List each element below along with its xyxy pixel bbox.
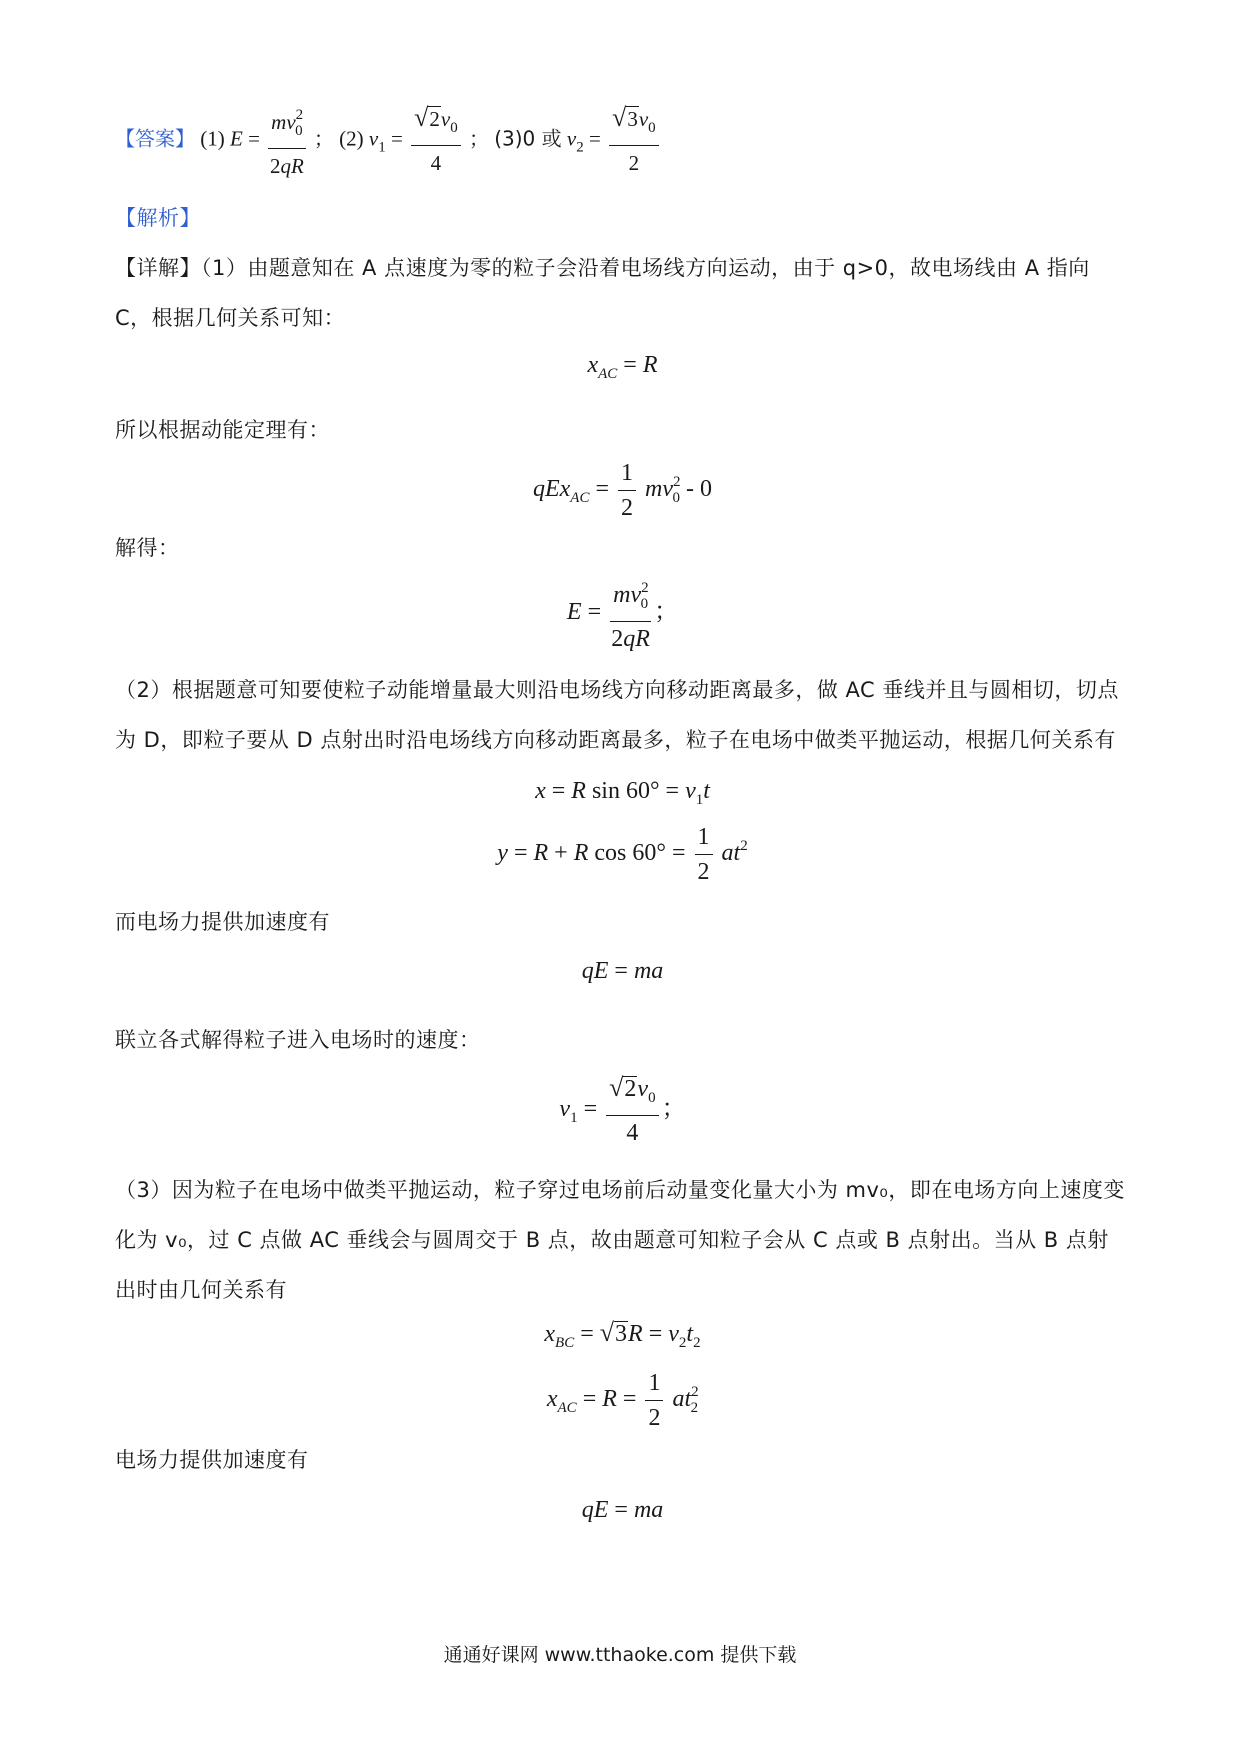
equation-energy: qEx$_{AC}$ = $\frac{1}{2}$ $mv^2_0 - 0$: [532, 460, 712, 521]
footer-source: 通通好课网 www.tthaoke.com 提供下载: [443, 1644, 797, 1666]
paragraph-8: 电场力提供加速度有: [115, 1448, 309, 1472]
answer-sep1: ；: [313, 126, 334, 151]
paragraph-6: 联立各式解得粒子进入电场时的速度：: [115, 1028, 481, 1052]
equation-e: E = $\frac{mv^2_0}{2qR}$ ；: [115, 573, 1130, 654]
paragraph-4: （2）根据题意可知要使粒子动能增量最大则沿电场线方向移动距离最多，做 AC 垂线并且与圆相切，切点为 D，即粒子要从 D 点射出时沿电场线方向移动距离最多，粒子在电场中做类平抛运动，根据几何关系有: [115, 678, 1119, 752]
equation-xbc: $x_{BC} = √3R = v_2t_2$: [544, 1318, 701, 1351]
answer-sep2: ；: [468, 126, 489, 151]
answer-part2-label: (2): [339, 126, 364, 151]
equation-v1: $v_1$ = $\frac{√2v_0}{4}$ ；: [559, 1073, 686, 1146]
equation-x: x = R $\sin 60^\circ = v_1t$: [535, 778, 710, 808]
answer-line: 【答案】 (1) E = $\frac{mv^2_0}{2qR}$ ； (2) $v_1$ = $\frac{√2v_0}{4}$ ； (3)0 或 $v_2$ = $\frac{√3v_0}{2}$: [115, 100, 1130, 181]
answer-part1-label: (1): [200, 126, 225, 151]
paragraph-7: （3）因为粒子在电场中做类平抛运动，粒子穿过电场前后动量变化量大小为 mv₀，即在电场方向上速度变化为 v₀，过 C 点做 AC 垂线会与圆周交于 B 点，故由题意可知粒子会从 C 点或 B 点射出。当从 B 点射出时由几何关系有: [115, 1178, 1125, 1302]
answer-eq3: $\frac{√3v_0}{2}$: [609, 103, 659, 178]
equation-qe-ma-1: qE = ma: [581, 958, 664, 984]
answer-eq2: $\frac{√2v_0}{4}$: [411, 103, 461, 178]
paragraph-1-text: （1）由题意知在 A 点速度为零的粒子会沿着电场线方向运动，由于 q>0，故电场线由 A 指向 C，根据几何关系可知：: [115, 256, 1090, 330]
equation-qe-ma-2: qE = ma: [581, 1497, 664, 1523]
answer-part3-label: (3)0 或: [494, 126, 562, 151]
paragraph-3: 解得：: [115, 536, 180, 560]
equation-xac: $x_{AC} = R$: [587, 352, 658, 382]
equation-y: y = R + R cos 60° = $\frac{1}{2}$ $at^2$: [497, 824, 748, 885]
analysis-label: 【解析】: [115, 206, 201, 230]
answer-label: 【答案】: [115, 126, 195, 151]
detail-label: 【详解】: [115, 256, 201, 280]
paragraph-2: 所以根据动能定理有：: [115, 418, 330, 442]
equation-xac-2: $x_{AC} = R$ = $\frac{1}{2}$ $at^2_2$: [546, 1370, 699, 1431]
paragraph-1: [115, 243, 1130, 343]
paragraph-5: 而电场力提供加速度有: [115, 910, 330, 934]
answer-eq1: $\frac{mv^2_0}{2qR}$: [268, 100, 306, 181]
